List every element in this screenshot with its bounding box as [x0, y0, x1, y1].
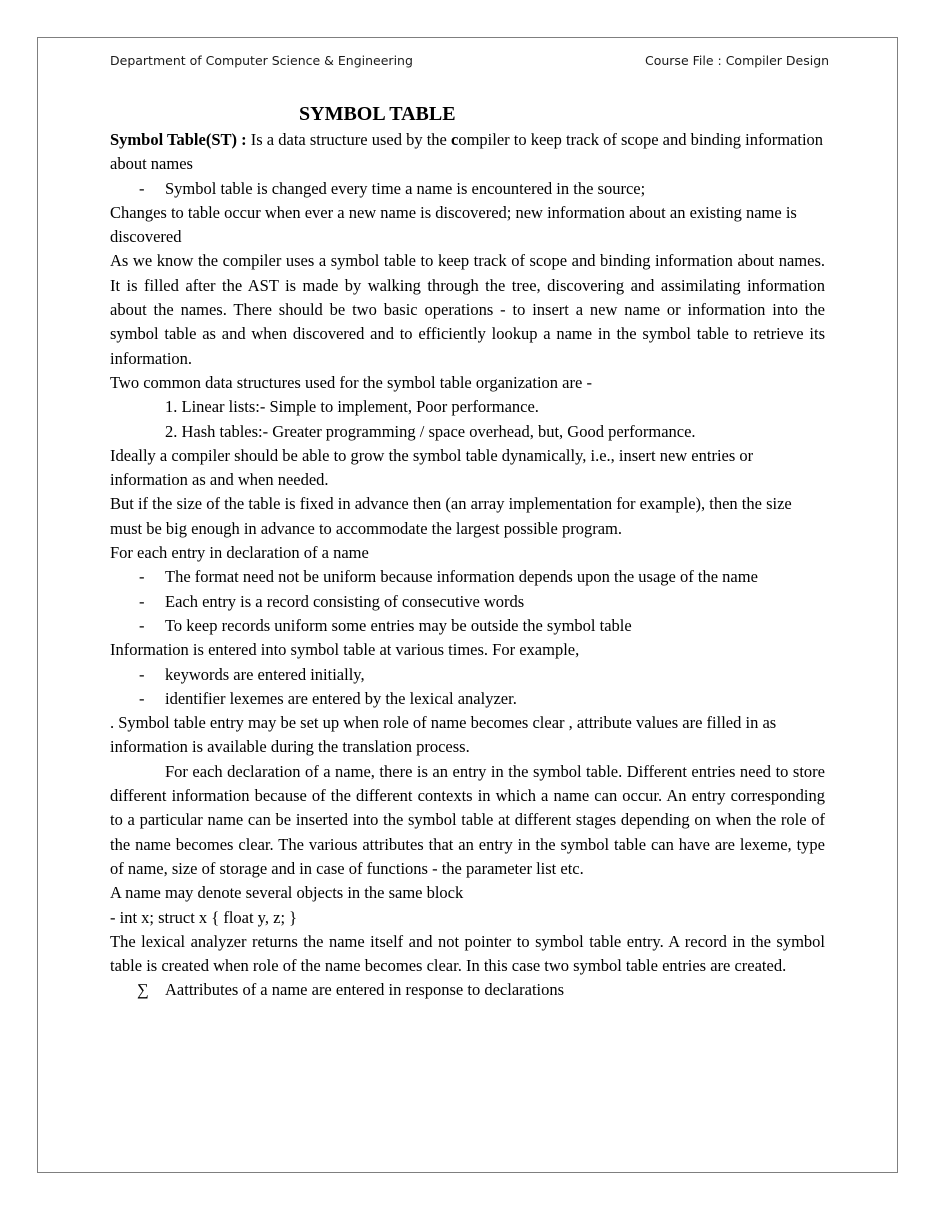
- dash-marker: -: [139, 591, 145, 611]
- list-item-text: The format need not be uniform because information depends upon the usage of the name: [165, 567, 758, 587]
- paragraph-but: But if the size of the table is fixed in advance then (an array implementation for example), then the size must be big enough in advance to accommodate the largest possible program.: [110, 494, 792, 538]
- list-item: [110, 177, 825, 201]
- paragraph-entry-setup: . Symbol table entry may be set up when role of name becomes clear , attribute values are filled in as information is available during the translation process.: [110, 713, 777, 757]
- list-item-text: Each entry is a record consisting of consecutive words: [165, 591, 525, 611]
- paragraph-lexical-analyzer: The lexical analyzer returns the name itself and not pointer to symbol table entry. A record in the symbol table is created when role of the name becomes clear. In this case two symbol table entries are created.: [110, 931, 825, 976]
- list-item: [110, 565, 825, 589]
- dash-marker: -: [139, 664, 145, 684]
- list-item: [110, 687, 825, 711]
- list-item: [110, 978, 825, 1002]
- paragraph-ideally: Ideally a compiler should be able to grow the symbol table dynamically, i.e., insert new entries or information as and when needed.: [110, 445, 754, 490]
- paragraph-information: Information is entered into symbol table at various times. For example,: [110, 640, 580, 660]
- list-item: [110, 663, 825, 687]
- header-department: Department of Computer Science & Engineering: [110, 53, 413, 68]
- paragraph-declaration: For each declaration of a name, there is an entry in the symbol table. Different entries need to store different information because of the different contexts in which a name can occur. An entry corresponding to a particular name can be inserted into the symbol table at different stages depending on when the role of the name becomes clear. The various attributes that an entry in the symbol table can have are lexeme, type of name, size of storage and in case of functions - the parameter list etc.: [110, 761, 825, 878]
- intro-text-a: Is a data structure used by the: [246, 130, 451, 149]
- dash-marker: -: [139, 615, 145, 635]
- intro-bold-c: c: [450, 130, 459, 149]
- sigma-bullet-icon: ∑: [137, 980, 149, 1000]
- list-item-text: identifier lexemes are entered by the lexical analyzer.: [165, 688, 517, 708]
- numbered-item-hash: 2. Hash tables:- Greater programming / space overhead, but, Good performance.: [165, 421, 696, 441]
- dash-marker: -: [139, 688, 145, 708]
- list-item-text: keywords are entered initially,: [165, 664, 365, 684]
- paragraph-changes: Changes to table occur when ever a new name is discovered; new information about an existing name is discovered: [110, 202, 797, 247]
- intro-term: Symbol Table(ST) :: [110, 130, 247, 149]
- intro-paragraph: [110, 128, 825, 177]
- list-item-text: Symbol table is changed every time a name is encountered in the source;: [165, 178, 646, 198]
- list-item: [110, 590, 825, 614]
- document-body: [110, 100, 825, 1003]
- paragraph-two-structures: Two common data structures used for the symbol table organization are -: [110, 372, 592, 392]
- numbered-item-linear: 1. Linear lists:- Simple to implement, Poor performance.: [165, 397, 539, 417]
- paragraph-for-each-entry: For each entry in declaration of a name: [110, 543, 369, 563]
- code-example: - int x; struct x { float y, z; }: [110, 907, 298, 927]
- intro-text-b: ompiler to keep track of scope and binding information about names: [110, 130, 824, 174]
- paragraph-a-name: A name may denote several objects in the same block: [110, 883, 464, 903]
- page-title: SYMBOL TABLE: [299, 103, 456, 125]
- list-item-text: To keep records uniform some entries may be outside the symbol table: [165, 615, 632, 635]
- header-course-file: Course File : Compiler Design: [645, 53, 830, 68]
- dash-marker: -: [139, 567, 145, 587]
- list-item-text: Aattributes of a name are entered in response to declarations: [165, 980, 565, 1000]
- dash-marker: -: [139, 178, 145, 198]
- list-item: [110, 614, 825, 638]
- paragraph-as-we-know: As we know the compiler uses a symbol table to keep track of scope and binding information about names. It is filled after the AST is made by walking through the tree, discovering and assimilating information about the names. There should be two basic operations - to insert a new name or information into the symbol table as and when discovered and to efficiently lookup a name in the symbol table to retrieve its information.: [110, 251, 825, 368]
